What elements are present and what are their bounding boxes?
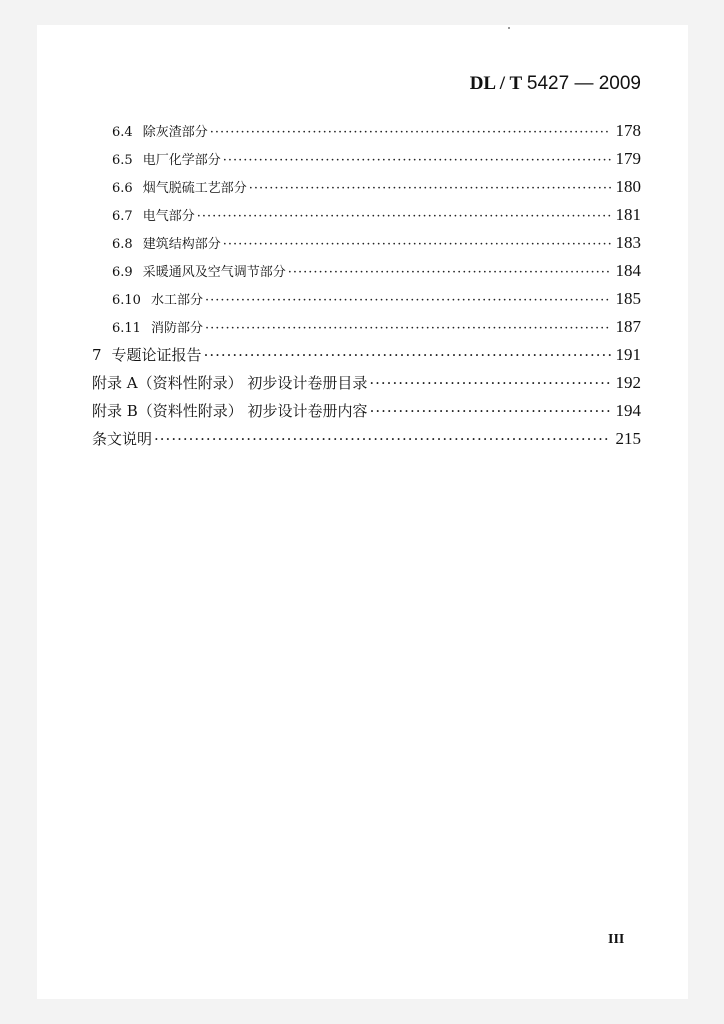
toc-entry-number: 6.6 <box>112 181 133 196</box>
page-folio: III <box>608 932 625 947</box>
toc-leader-dots <box>288 265 611 280</box>
toc-entry-title: 电气部分 <box>142 209 195 224</box>
toc-entry-page: 192 <box>615 373 641 392</box>
toc-leader-dots <box>205 293 611 308</box>
toc-leader-dots <box>205 321 611 336</box>
toc-entry-number: 7 <box>92 346 102 364</box>
toc-entry-explanation[interactable] <box>92 428 641 449</box>
toc-entry-page: 178 <box>615 121 641 140</box>
toc-entry-6-5[interactable] <box>112 149 641 169</box>
standard-number: 5427 — 2009 <box>526 73 641 94</box>
toc-entry-page: 183 <box>615 233 641 252</box>
toc-entry-6-10[interactable] <box>112 289 641 309</box>
toc-leader-dots <box>249 181 611 196</box>
toc-entry-title: 除灰渣部分 <box>142 125 208 140</box>
toc-entry-title: 电厂化学部分 <box>142 153 221 168</box>
toc-entry-page: 185 <box>615 289 641 308</box>
toc-leader-dots <box>204 346 611 364</box>
toc-entry-7[interactable] <box>92 344 641 365</box>
toc-entry-page: 187 <box>615 317 641 336</box>
document-page <box>37 25 688 999</box>
toc-entry-appendix-b[interactable] <box>92 400 641 421</box>
toc-leader-dots <box>210 125 611 140</box>
toc-leader-dots <box>370 402 611 420</box>
toc-entry-title: 消防部分 <box>150 321 203 336</box>
toc-entry-title: 专题论证报告 <box>111 346 202 364</box>
toc-entry-6-4[interactable] <box>112 121 641 141</box>
toc-entry-6-8[interactable] <box>112 233 641 253</box>
toc-entry-6-7[interactable] <box>112 205 641 225</box>
toc-entry-appendix-a[interactable] <box>92 372 641 393</box>
toc-entry-title: 建筑结构部分 <box>142 237 221 252</box>
toc-leader-dots <box>223 153 611 168</box>
toc-entry-page: 215 <box>615 429 641 448</box>
toc-leader-dots <box>154 430 611 448</box>
toc-entry-number: 6.5 <box>112 153 133 168</box>
toc-entry-title: 条文说明 <box>92 430 153 448</box>
toc-entry-title: 附录 B（资料性附录） 初步设计卷册内容 <box>92 402 368 420</box>
toc-entry-page: 194 <box>615 401 641 420</box>
toc-entry-page: 184 <box>615 261 641 280</box>
toc-entry-number: 6.11 <box>112 321 141 336</box>
toc-entry-page: 191 <box>615 345 641 364</box>
toc-entry-page: 181 <box>615 205 641 224</box>
toc-entry-number: 6.10 <box>112 293 141 308</box>
toc-entry-number: 6.7 <box>112 209 133 224</box>
toc-entry-title: 附录 A（资料性附录） 初步设计卷册目录 <box>92 374 368 392</box>
toc-entry-page: 179 <box>615 149 641 168</box>
toc-entry-number: 6.9 <box>112 265 133 280</box>
scan-mark <box>508 27 510 29</box>
toc-entry-number: 6.8 <box>112 237 133 252</box>
toc-entry-title: 采暖通风及空气调节部分 <box>142 265 286 280</box>
toc-entry-6-11[interactable] <box>112 317 641 337</box>
toc-leader-dots <box>369 374 611 392</box>
toc-leader-dots <box>197 209 611 224</box>
toc-entry-title: 烟气脱硫工艺部分 <box>142 181 247 196</box>
toc-entry-number: 6.4 <box>112 125 133 140</box>
toc-leader-dots <box>223 237 611 252</box>
page-header <box>37 73 641 95</box>
toc-entry-6-6[interactable] <box>112 177 641 197</box>
toc-entry-6-9[interactable] <box>112 261 641 281</box>
toc-entry-page: 180 <box>615 177 641 196</box>
standard-code: DL / T <box>469 73 523 94</box>
toc-entry-title: 水工部分 <box>150 293 203 308</box>
